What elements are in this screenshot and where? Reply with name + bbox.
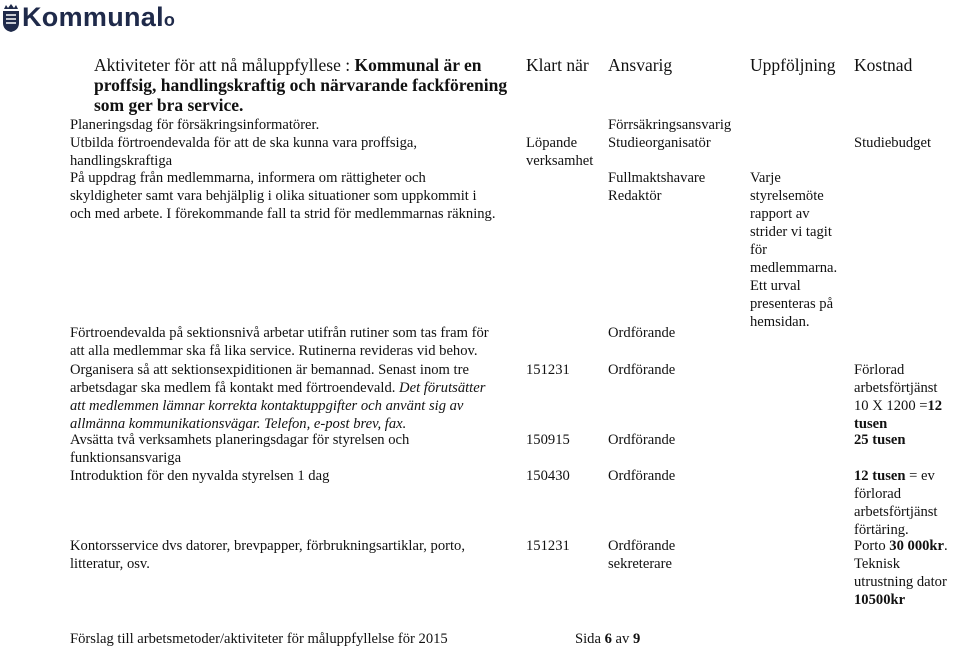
col-header-followup: Uppföljning [750,55,836,75]
activities-heading: Aktiviteter för att nå måluppfyllese : Kommunal är en proffsig, handlingskraftig och närvarande fackförening som ger bra service. [94,55,508,115]
row-6-done: 150915 [526,432,570,448]
footer-text: Förslag till arbetsmetoder/aktiviteter för måluppfyllelse för 2015 [70,631,448,647]
row-4-responsible: Ordförande [608,325,676,341]
logo-wordmark: Kommunalo [22,1,176,32]
page-number: Sida 6 av 9 [575,631,641,647]
shield-crown-icon [2,3,20,33]
col-header-cost: Kostnad [854,55,913,75]
kommunal-logo [2,2,175,34]
row-1-responsible: Förrsäkringsansvarig [608,117,732,133]
row-6-responsible: Ordförande [608,432,676,448]
row-2-activity: Utbilda förtroendevalda för att de ska kunna vara proffsiga, handlingskraftiga [70,135,418,169]
row-8-cost: Porto 30 000kr. Teknisk utrustning dator 10500kr [854,538,948,608]
row-5-activity: Organisera så att sektionsexpiditionen är bemannad. Senast inom tre arbetsdagar ska medlem få kontakt med förtroendevald. Det förutsätter att medlemmen lämnar korrekta kontaktuppgifter och använt sig av allmänna kommunikationsvägar. Telefon, e-post brev, fax. [70,362,486,432]
row-1-activity: Planeringsdag för försäkringsinformatörer. [70,117,320,133]
row-5-cost: Förlorad arbetsförtjänst 10 X 1200 =12 tusen [854,362,943,432]
row-8-activity: Kontorsservice dvs datorer, brevpapper, förbrukningsartiklar, porto, litteratur, osv. [70,538,465,572]
row-7-activity: Introduktion för den nyvalda styrelsen 1 dag [70,468,330,484]
row-8-responsible: Ordförande sekreterare [608,538,676,572]
row-4-activity: Förtroendevalda på sektionsnivå arbetar utifrån rutiner som tas fram för att alla medlemmar ska få lika service. Rutinerna revideras vid behov. [70,325,489,359]
row-3-responsible: Fullmaktshavare Redaktör [608,170,706,204]
row-7-responsible: Ordförande [608,468,676,484]
row-2-done: Löpande verksamhet [526,135,594,169]
row-6-activity: Avsätta två verksamhets planeringsdagar för styrelsen och funktionsansvariga [70,432,410,466]
row-8-done: 151231 [526,538,570,554]
row-5-responsible: Ordförande [608,362,676,378]
row-7-done: 150430 [526,468,570,484]
row-2-cost: Studiebudget [854,135,932,151]
row-3-followup: Varje styrelsemöte rapport av strider vi tagit för medlemmarna. Ett urval presenteras på hemsidan. [750,170,838,330]
row-2-responsible: Studieorganisatör [608,135,711,151]
col-header-done: Klart när [526,55,589,75]
col-header-responsible: Ansvarig [608,55,673,75]
row-7-cost: 12 tusen = ev förlorad arbetsförtjänst förtäring. [854,468,938,538]
row-5-done: 151231 [526,362,570,378]
row-3-activity: På uppdrag från medlemmarna, informera om rättigheter och skyldigheter samt vara behjälplig i olika situationer som uppkommit i och med arbete. I förekommande fall ta strid för medlemmarnas räkning. [70,170,496,222]
row-6-cost: 25 tusen [854,432,906,448]
